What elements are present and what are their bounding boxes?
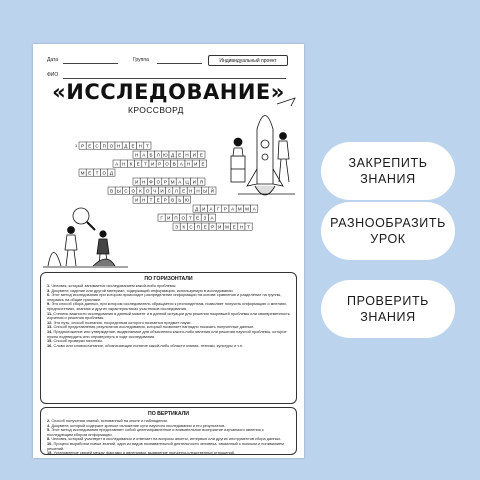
horizontal-clues-heading: ПО ГОРИЗОНТАЛИ <box>144 276 193 282</box>
svg-text:И: И <box>150 161 155 167</box>
crossword-cell[interactable] <box>140 196 147 203</box>
svg-text:А: А <box>252 206 256 212</box>
svg-text:С: С <box>189 224 193 230</box>
crossword-cell[interactable] <box>79 142 86 149</box>
svg-text:Ю: Ю <box>184 197 190 203</box>
clue-number: 6. <box>47 292 51 298</box>
svg-text:А: А <box>210 215 214 221</box>
crossword-cell[interactable] <box>194 214 201 221</box>
crossword-cell[interactable] <box>187 223 194 230</box>
svg-text:Е: Е <box>196 215 200 221</box>
vertical-clues-list <box>47 419 290 456</box>
crossword-cell[interactable] <box>185 160 192 167</box>
crossword-cell[interactable] <box>207 205 214 212</box>
svg-text:Е: Е <box>201 161 205 167</box>
svg-text:К: К <box>182 224 186 230</box>
svg-text:Н: Н <box>122 161 126 167</box>
crossword-cell[interactable] <box>169 151 176 158</box>
crossword-cell[interactable] <box>162 151 169 158</box>
vertical-clues-heading: ПО ВЕРТИКАЛИ <box>147 411 190 417</box>
svg-text:Г: Г <box>160 215 163 221</box>
group-label: Группа <box>133 57 149 63</box>
svg-text:И: И <box>160 188 164 194</box>
name-label: ФИО <box>47 72 59 78</box>
clue-number: 12. <box>47 319 53 325</box>
crossword-cell[interactable] <box>176 178 183 185</box>
svg-text:Т: Т <box>95 170 99 176</box>
crossword-cell[interactable] <box>209 223 216 230</box>
svg-text:Н: Н <box>142 179 146 185</box>
page-subtitle: КРОССВОРД <box>128 105 184 115</box>
crossword-cell[interactable] <box>158 187 165 194</box>
clue-text: Этот метод исследования представляет собой целенаправленное и внимательное восприятие изучаемого явления с последующим сбором информации. <box>47 427 264 437</box>
crossword-cell[interactable] <box>243 205 250 212</box>
svg-text:Е: Е <box>131 143 135 149</box>
crossword-cell[interactable] <box>202 187 209 194</box>
crossword-cell[interactable] <box>216 223 223 230</box>
crossword-cell[interactable] <box>135 160 142 167</box>
crossword-cell[interactable] <box>129 142 136 149</box>
svg-text:Н: Н <box>186 161 191 167</box>
benefit-pill-line2: УРОК <box>370 232 406 246</box>
crossword-cell[interactable] <box>115 142 122 149</box>
svg-text:С: С <box>167 188 171 194</box>
svg-text:Е: Е <box>136 161 140 167</box>
crossword-cell[interactable] <box>195 223 202 230</box>
clue-number: 2. <box>47 418 51 423</box>
svg-text:Е: Е <box>156 197 160 203</box>
crossword-cell[interactable] <box>180 223 187 230</box>
crossword-cell[interactable] <box>155 151 162 158</box>
svg-text:Д: Д <box>171 152 175 158</box>
clue-text: Этот метод исследования при котором происходит распределение информации на основе сравнения и разделение на группы, опираясь на общие признаки. <box>47 292 282 302</box>
svg-text:И: И <box>134 197 139 203</box>
magnifier-illustration <box>43 208 128 267</box>
svg-text:О: О <box>165 161 169 167</box>
crossword-cell[interactable] <box>192 160 199 167</box>
clue-text: Процесс выработки новых знаний, один из видов познавательной деятельности человека, связанный с поиском и пониманием решений. <box>47 440 284 451</box>
clue-text: Это способ сбора данных, при котором исследователь обращается к респондентам, позволяет получить информацию о мнениях, предпочтениях, знаниях и других характеристиках участников исследования. <box>47 301 288 311</box>
svg-text:Р: Р <box>163 179 167 185</box>
svg-text:Г: Г <box>216 206 220 212</box>
crossword-cell[interactable] <box>140 178 147 185</box>
crossword-cell[interactable] <box>158 214 165 221</box>
svg-text:Л: Л <box>156 152 160 158</box>
crossword-cell[interactable] <box>144 142 151 149</box>
crossword-cell[interactable] <box>166 187 173 194</box>
crossword-cell[interactable] <box>162 196 169 203</box>
crossword-cell[interactable] <box>200 205 207 212</box>
crossword-number: 1 <box>75 143 78 148</box>
crossword-cell[interactable] <box>215 205 222 212</box>
crossword-cell[interactable] <box>147 178 154 185</box>
clue-number: 15. <box>47 450 53 456</box>
crossword-cell[interactable] <box>120 160 127 167</box>
svg-text:В: В <box>172 161 176 167</box>
crossword-cell[interactable] <box>133 151 140 158</box>
svg-text:Д: Д <box>195 206 199 212</box>
crossword-cell[interactable] <box>236 205 243 212</box>
svg-text:Н: Н <box>138 143 142 149</box>
crossword-cell[interactable] <box>163 160 170 167</box>
vertical-clues-panel <box>40 407 297 455</box>
crossword-cell[interactable] <box>231 223 238 230</box>
crossword-cell[interactable] <box>156 160 163 167</box>
crossword-cell[interactable] <box>201 214 208 221</box>
svg-text:Я: Я <box>199 179 204 185</box>
crossword-cell[interactable] <box>222 205 229 212</box>
clue-number: 5. <box>47 427 51 433</box>
svg-text:А: А <box>178 179 182 185</box>
svg-text:И: И <box>194 161 198 167</box>
svg-text:М: М <box>170 179 175 185</box>
crossword-cell[interactable] <box>180 214 187 221</box>
svg-text:Р: Р <box>81 143 85 149</box>
svg-text:С: С <box>95 143 99 149</box>
clue-text: Установление связей между фактами и явлениями, выявление причинно-следственных отношений. <box>53 450 235 456</box>
crossword-cell[interactable] <box>133 178 140 185</box>
svg-text:Н: Н <box>239 224 244 230</box>
crossword-cell[interactable] <box>137 142 144 149</box>
rocket-illustration <box>231 98 295 195</box>
svg-text:О: О <box>181 215 185 221</box>
svg-text:М: М <box>245 206 249 212</box>
clue-number: 1. <box>47 283 51 288</box>
svg-text:Е: Е <box>88 143 92 149</box>
crossword-cell[interactable] <box>169 178 176 185</box>
crossword-cell[interactable] <box>147 151 154 158</box>
crossword-cell[interactable] <box>108 187 115 194</box>
svg-text:Б: Б <box>149 152 153 158</box>
svg-text:Н: Н <box>196 188 200 194</box>
svg-text:Р: Р <box>163 197 167 203</box>
crossword-cell[interactable] <box>245 223 252 230</box>
crossword-cell[interactable] <box>140 151 147 158</box>
crossword-cell[interactable] <box>165 214 172 221</box>
svg-text:И: И <box>202 206 206 212</box>
svg-text:А: А <box>209 206 213 212</box>
svg-text:А: А <box>142 152 146 158</box>
clue-text: Это путь, способ познания, посредством которого познается предмет науки. <box>53 319 192 325</box>
benefit-pill-reinforce <box>321 142 455 200</box>
svg-text:Т: Т <box>247 224 250 230</box>
crossword-cell[interactable] <box>183 178 190 185</box>
svg-text:О: О <box>131 188 135 194</box>
crossword-cell[interactable] <box>113 160 120 167</box>
clue-text: Предположение или утверждение, выдвигаемое для объяснения какого-либо явления или решения научной проблемы, которое нужно подтвердить или опровергнуть в ходе исследования. <box>47 328 287 339</box>
svg-text:И: И <box>218 224 222 230</box>
svg-text:В: В <box>171 197 175 203</box>
svg-text:Н: Н <box>134 152 139 158</box>
crossword-cell[interactable] <box>101 169 108 176</box>
clue-number: 11. <box>47 310 53 316</box>
crossword-cell[interactable] <box>133 196 140 203</box>
svg-text:И: И <box>134 179 139 185</box>
clue-text: Слово или словосочетание, обозначающее понятие какой-либо области знания, техники, культуры и т.п. <box>53 342 243 348</box>
crossword-cell[interactable] <box>229 205 236 212</box>
svg-text:С: С <box>124 188 128 194</box>
svg-text:Е: Е <box>199 152 203 158</box>
svg-text:Ю: Ю <box>163 152 168 158</box>
clue-number: 10. <box>47 440 53 446</box>
svg-text:Д: Д <box>109 170 113 176</box>
svg-text:Р: Р <box>158 161 162 167</box>
svg-text:Л: Л <box>174 188 178 194</box>
crossword-cell[interactable] <box>223 223 230 230</box>
svg-text:Т: Т <box>189 215 192 221</box>
svg-text:Е: Е <box>178 152 182 158</box>
svg-text:Э: Э <box>174 224 179 230</box>
svg-text:М: М <box>237 206 242 212</box>
crossword-cell[interactable] <box>198 151 205 158</box>
svg-text:И: И <box>167 215 171 221</box>
crossword-cell[interactable] <box>86 142 93 149</box>
crossword-cell[interactable] <box>208 214 215 221</box>
benefit-pill-line2: ЗНАНИЯ <box>360 172 416 186</box>
crossword-cell[interactable] <box>187 187 194 194</box>
benefit-pill-line1: ПРОВЕРИТЬ <box>346 294 429 308</box>
horizontal-clues-list <box>47 284 290 348</box>
clue-number: 13. <box>47 324 53 330</box>
benefit-pill-line1: ЗАКРЕПИТЬ <box>348 156 428 170</box>
crossword-cell[interactable] <box>176 151 183 158</box>
svg-text:П: П <box>174 215 178 221</box>
crossword-cell[interactable] <box>155 178 162 185</box>
crossword-cell[interactable] <box>108 169 115 176</box>
worksheet <box>33 44 304 458</box>
crossword-cell[interactable] <box>173 187 180 194</box>
svg-text:О: О <box>102 170 106 176</box>
svg-text:Т: Т <box>149 197 153 203</box>
clue-number: 16. <box>47 342 53 348</box>
crossword-cell[interactable] <box>93 169 100 176</box>
clue-text: Способ представления результатов исследования, который позволяет наглядно показать полученные данные. <box>53 324 255 330</box>
svg-text:Т: Т <box>146 143 149 149</box>
svg-text:Н: Н <box>185 152 189 158</box>
svg-text:В: В <box>110 188 114 194</box>
svg-text:А: А <box>179 161 183 167</box>
svg-text:Ы: Ы <box>116 188 121 194</box>
clue-text: Документ, изделие или другой материал, содержащий информацию, используемую в исследовании. <box>51 287 234 293</box>
clue-number: 8. <box>47 436 51 442</box>
svg-text:М: М <box>225 224 229 230</box>
svg-text:А: А <box>231 206 235 212</box>
crossword-cell[interactable] <box>137 187 144 194</box>
crossword-cell[interactable] <box>155 196 162 203</box>
project-label: Индивидуальный проект <box>219 57 277 64</box>
crossword-cell[interactable] <box>173 223 180 230</box>
crossword-cell[interactable] <box>178 160 185 167</box>
benefit-pill-check <box>321 280 455 338</box>
horizontal-clues-panel <box>40 272 297 404</box>
svg-text:Ф: Ф <box>149 179 153 185</box>
crossword-cell[interactable] <box>238 223 245 230</box>
svg-text:Ц: Ц <box>185 179 189 185</box>
date-label: Дата <box>47 57 59 63</box>
crossword-cell[interactable] <box>180 187 187 194</box>
benefit-pill-line2: ЗНАНИЯ <box>360 310 416 324</box>
svg-text:И: И <box>192 152 196 158</box>
svg-text:П: П <box>102 143 106 149</box>
crossword-cell[interactable] <box>122 187 129 194</box>
clue-number: 3. <box>47 287 51 293</box>
crossword-cell[interactable] <box>199 160 206 167</box>
svg-text:Е: Е <box>182 188 186 194</box>
crossword-cell[interactable] <box>93 142 100 149</box>
clue-number: 9. <box>47 301 51 307</box>
clue-text: Степень важности исследования в данный момент и в данной ситуации для решения назревшей проблемы или своевременность изучения и решения проблемы. <box>47 310 290 321</box>
svg-text:О: О <box>156 179 160 185</box>
svg-text:Й: Й <box>210 188 215 194</box>
crossword-cell[interactable] <box>176 196 183 203</box>
svg-text:А: А <box>115 161 119 167</box>
crossword-cell[interactable] <box>193 205 200 212</box>
crossword-cell[interactable] <box>151 187 158 194</box>
clue-text: Документ, который содержит краткое изложение сути научного исследования и его результатов. <box>51 422 226 428</box>
crossword-cell[interactable] <box>122 142 129 149</box>
crossword-cell[interactable] <box>191 178 198 185</box>
crossword-cell[interactable] <box>183 196 190 203</box>
svg-text:Н: Н <box>189 188 193 194</box>
svg-text:Е: Е <box>203 224 207 230</box>
crossword-cell[interactable] <box>147 196 154 203</box>
crossword-cell[interactable] <box>187 214 194 221</box>
crossword-cell[interactable] <box>162 178 169 185</box>
svg-text:Н: Н <box>142 197 146 203</box>
crossword-cell[interactable] <box>142 160 149 167</box>
crossword-cell[interactable] <box>108 142 115 149</box>
svg-text:О: О <box>145 188 150 194</box>
svg-text:Н: Н <box>116 143 121 149</box>
svg-text:К: К <box>139 188 142 194</box>
svg-text:Д: Д <box>124 143 128 149</box>
svg-text:О: О <box>109 143 114 149</box>
crossword-cell[interactable] <box>144 187 151 194</box>
clue-text: Человек, который занимается исследованием какой-либо проблемы. <box>51 283 177 288</box>
benefit-pill-diversify <box>321 202 455 260</box>
horizontal-clue <box>47 344 290 349</box>
crossword-cell[interactable] <box>130 187 137 194</box>
clue-text: Способ получения знаний, основанный на опыте и наблюдении. <box>51 418 168 423</box>
svg-text:Р: Р <box>223 206 227 212</box>
crossword-cell[interactable] <box>115 187 122 194</box>
crossword-cell[interactable] <box>209 186 216 194</box>
crossword-grid <box>75 142 258 230</box>
crossword-cell[interactable] <box>86 169 93 176</box>
svg-text:Т: Т <box>144 161 147 167</box>
svg-text:Р: Р <box>211 224 215 230</box>
crossword-cell[interactable] <box>251 205 258 212</box>
crossword-cell[interactable] <box>194 187 201 194</box>
svg-text:К: К <box>129 161 133 167</box>
svg-text:М: М <box>80 170 85 176</box>
crossword-cell[interactable] <box>171 160 178 167</box>
clue-number: 4. <box>47 422 51 428</box>
svg-text:П: П <box>196 224 200 230</box>
clue-text: Способ проверки гипотезы. <box>53 338 104 344</box>
crossword-cell[interactable] <box>202 223 209 230</box>
clue-text: Человек, который участвует в исследовании и отвечает на вопросы анкеты, интервью или других инструментов сбора данных. <box>51 436 282 442</box>
svg-text:Е: Е <box>232 224 236 230</box>
page-title: «ИССЛЕДОВАНИЕ» <box>52 80 285 104</box>
svg-text:З: З <box>203 215 207 221</box>
crossword-cell[interactable] <box>198 178 205 185</box>
svg-text:И: И <box>192 179 196 185</box>
crossword-cell[interactable] <box>127 160 134 167</box>
crossword-cell[interactable] <box>183 151 190 158</box>
crossword-cell[interactable] <box>172 214 179 221</box>
clue-number: 14. <box>47 328 53 334</box>
crossword-cell[interactable] <box>191 151 198 158</box>
svg-text:Е: Е <box>88 170 92 176</box>
clue-number: 15. <box>47 338 53 344</box>
svg-text:Ь: Ь <box>178 197 182 203</box>
vertical-clue <box>47 451 290 456</box>
svg-text:Ч: Ч <box>153 188 157 194</box>
crossword-cell[interactable] <box>101 142 108 149</box>
svg-text:Ы: Ы <box>203 188 208 194</box>
crossword-area <box>33 44 304 269</box>
crossword-cell[interactable] <box>149 160 156 167</box>
crossword-cell[interactable] <box>79 169 86 176</box>
benefit-pill-line1: РАЗНООБРАЗИТЬ <box>330 216 446 230</box>
crossword-cell[interactable] <box>169 196 176 203</box>
